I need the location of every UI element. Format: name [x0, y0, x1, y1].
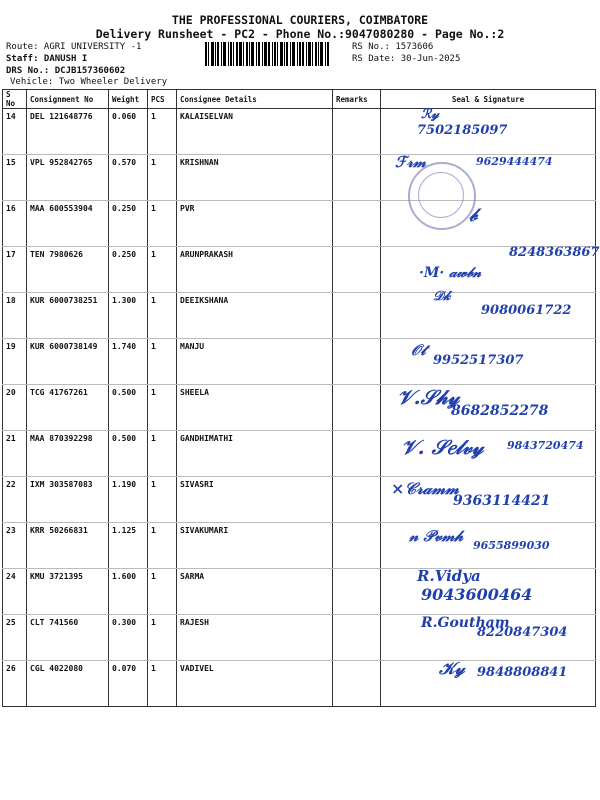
col-consignee: Consignee Details: [177, 90, 333, 109]
cell-remarks: [333, 661, 381, 707]
cell-consignee: KALAISELVAN: [177, 109, 333, 155]
handwritten-phone: 8682852278: [451, 403, 549, 419]
handwritten-signature: 𝒷: [469, 205, 477, 226]
cell-consignee: DEEIKSHANA: [177, 293, 333, 339]
cell-pcs: 1: [148, 109, 177, 155]
route-label: Route: AGRI UNIVERSITY -1: [6, 42, 142, 52]
cell-remarks: [333, 339, 381, 385]
cell-consignee: SIVAKUMARI: [177, 523, 333, 569]
cell-sno: 25: [3, 615, 27, 661]
cell-consignee: VADIVEL: [177, 661, 333, 707]
cell-sno: 15: [3, 155, 27, 201]
handwritten-signature: ·M· 𝒶𝓌𝒷𝓃: [419, 265, 482, 281]
cell-weight: 1.740: [109, 339, 148, 385]
col-consignment: Consignment No: [27, 90, 109, 109]
cell-pcs: 1: [148, 615, 177, 661]
cell-pcs: 1: [148, 293, 177, 339]
cell-sno: 22: [3, 477, 27, 523]
handwritten-signature: 𝒟𝓀: [433, 289, 451, 304]
cell-remarks: [333, 109, 381, 155]
handwritten-phone: 9629444474: [476, 155, 553, 168]
table-row: [3, 385, 596, 431]
rs-number: RS No.: 1573606: [352, 42, 434, 52]
cell-consignment: TEN 7980626: [27, 247, 109, 293]
cell-sno: 18: [3, 293, 27, 339]
handwritten-name: R.Vidya: [417, 567, 481, 585]
cell-weight: 0.070: [109, 661, 148, 707]
cell-pcs: 1: [148, 661, 177, 707]
table-row: [3, 661, 596, 707]
table-row: [3, 247, 596, 293]
cell-signature: [381, 339, 596, 385]
cell-consignee: SHEELA: [177, 385, 333, 431]
cell-remarks: [333, 431, 381, 477]
cell-sno: 23: [3, 523, 27, 569]
table-row: [3, 523, 596, 569]
cell-pcs: 1: [148, 155, 177, 201]
cell-sno: 20: [3, 385, 27, 431]
handwritten-phone: 9043600464: [421, 585, 533, 604]
cell-weight: 1.600: [109, 569, 148, 615]
cell-weight: 1.190: [109, 477, 148, 523]
table-row: [3, 155, 596, 201]
handwritten-phone: 8248363867: [509, 245, 600, 260]
drs-label: DRS No.: DCJB157360602: [6, 66, 126, 76]
cell-consignment: KUR 6000738149: [27, 339, 109, 385]
col-sno: S No: [3, 90, 27, 109]
table-row: [3, 109, 596, 155]
cell-remarks: [333, 477, 381, 523]
handwritten-phone: 9848808841: [477, 665, 568, 680]
cell-remarks: [333, 293, 381, 339]
staff-label: Staff: DANUSH I: [6, 54, 88, 64]
cell-consignment: KMU 3721395: [27, 569, 109, 615]
cell-weight: 0.500: [109, 385, 148, 431]
cell-pcs: 1: [148, 477, 177, 523]
handwritten-phone: 9363114421: [453, 493, 551, 509]
cell-remarks: [333, 523, 381, 569]
table-row: [3, 339, 596, 385]
cell-sno: 19: [3, 339, 27, 385]
handwritten-phone: 7502185097: [417, 123, 508, 138]
cell-signature: [381, 109, 596, 155]
cell-consignment: IXM 303587083: [27, 477, 109, 523]
cell-signature: [381, 289, 596, 339]
cell-pcs: 1: [148, 201, 177, 247]
handwritten-signature: 𝒪𝓉: [411, 341, 426, 359]
cell-weight: 0.250: [109, 201, 148, 247]
cell-sno: 14: [3, 109, 27, 155]
handwritten-phone: 8220847304: [477, 625, 568, 640]
table-row: [3, 201, 596, 247]
cell-sno: 16: [3, 201, 27, 247]
handwritten-signature: ×𝒞𝓇𝒶𝓂𝓂: [391, 479, 459, 498]
table-row: [3, 431, 596, 477]
handwritten-signature: ℛ𝓎: [421, 107, 439, 122]
cell-remarks: [333, 201, 381, 247]
cell-weight: 0.060: [109, 109, 148, 155]
cell-consignee: ARUNPRAKASH: [177, 247, 333, 293]
cell-consignment: DEL 121648776: [27, 109, 109, 155]
cell-weight: 1.125: [109, 523, 148, 569]
cell-pcs: 1: [148, 523, 177, 569]
cell-signature: [381, 431, 596, 477]
runsheet-table: [2, 89, 600, 707]
handwritten-signature: 𝒱. 𝒮𝑒𝓁𝓋𝓎: [401, 435, 484, 459]
cell-pcs: 1: [148, 431, 177, 477]
cell-pcs: 1: [148, 569, 177, 615]
cell-signature: [381, 385, 596, 431]
cell-pcs: 1: [148, 385, 177, 431]
table-row: [3, 615, 596, 661]
cell-consignment: KUR 6000738251: [27, 293, 109, 339]
handwritten-signature: ℱ𝓇𝓂: [395, 153, 426, 171]
cell-consignee: MANJU: [177, 339, 333, 385]
cell-weight: 1.300: [109, 293, 148, 339]
handwritten-signature: 𝒦𝓎: [439, 659, 465, 679]
cell-signature: [381, 615, 596, 661]
cell-weight: 0.570: [109, 155, 148, 201]
cell-signature: [381, 661, 596, 707]
cell-consignment: CGL 4022080: [27, 661, 109, 707]
cell-remarks: [333, 569, 381, 615]
cell-remarks: [333, 155, 381, 201]
cell-remarks: [333, 247, 381, 293]
cell-remarks: [333, 615, 381, 661]
table-header-row: [3, 90, 596, 109]
runsheet-title: Delivery Runsheet - PC2 - Phone No.:9047080280 - Page No.:2: [95, 27, 505, 41]
cell-weight: 0.250: [109, 247, 148, 293]
barcode: [205, 42, 345, 66]
cell-remarks: [333, 385, 381, 431]
cell-consignment: VPL 952842765: [27, 155, 109, 201]
table-row: [3, 293, 596, 339]
cell-sno: 21: [3, 431, 27, 477]
cell-sno: 17: [3, 247, 27, 293]
col-weight: Weight: [109, 90, 148, 109]
handwritten-phone: 9080061722: [481, 303, 572, 318]
col-pcs: PCS: [148, 90, 177, 109]
vehicle-label: Vehicle: Two Wheeler Delivery: [10, 77, 168, 87]
cell-signature: [381, 523, 596, 569]
cell-signature: [381, 245, 600, 293]
cell-weight: 0.500: [109, 431, 148, 477]
cell-pcs: 1: [148, 339, 177, 385]
col-remarks: Remarks: [333, 90, 381, 109]
cell-consignment: MAA 870392298: [27, 431, 109, 477]
cell-consignment: KRR 50266831: [27, 523, 109, 569]
handwritten-signature: 𝒱.𝒮𝒽𝓎: [397, 385, 460, 409]
cell-consignee: RAJESH: [177, 615, 333, 661]
cell-consignee: SIVASRI: [177, 477, 333, 523]
cell-consignment: CLT 741560: [27, 615, 109, 661]
company-seal-stamp: [408, 162, 476, 230]
cell-consignee: GANDHIMATHI: [177, 431, 333, 477]
cell-consignee: KRISHNAN: [177, 155, 333, 201]
cell-consignment: TCG 41767261: [27, 385, 109, 431]
cell-signature: [381, 569, 596, 615]
cell-consignee: PVR: [177, 201, 333, 247]
rs-date: RS Date: 30-Jun-2025: [352, 54, 461, 64]
handwritten-phone: 9655899030: [473, 539, 550, 552]
cell-signature: [381, 477, 596, 523]
handwritten-signature: 𝓃 𝒫𝓋𝓂𝒽: [409, 527, 464, 545]
cell-consignment: MAA 600553904: [27, 201, 109, 247]
table-row: [3, 477, 596, 523]
cell-pcs: 1: [148, 247, 177, 293]
handwritten-phone: 9843720474: [507, 439, 584, 452]
handwritten-phone: 9952517307: [433, 353, 524, 368]
table-row: [3, 569, 596, 615]
cell-sno: 26: [3, 661, 27, 707]
cell-consignee: SARMA: [177, 569, 333, 615]
cell-sno: 24: [3, 569, 27, 615]
col-seal-signature: Seal & Signature: [381, 90, 596, 109]
company-title: THE PROFESSIONAL COURIERS, COIMBATORE: [171, 13, 429, 27]
cell-weight: 0.300: [109, 615, 148, 661]
handwritten-name: R.Goutham: [421, 615, 510, 631]
